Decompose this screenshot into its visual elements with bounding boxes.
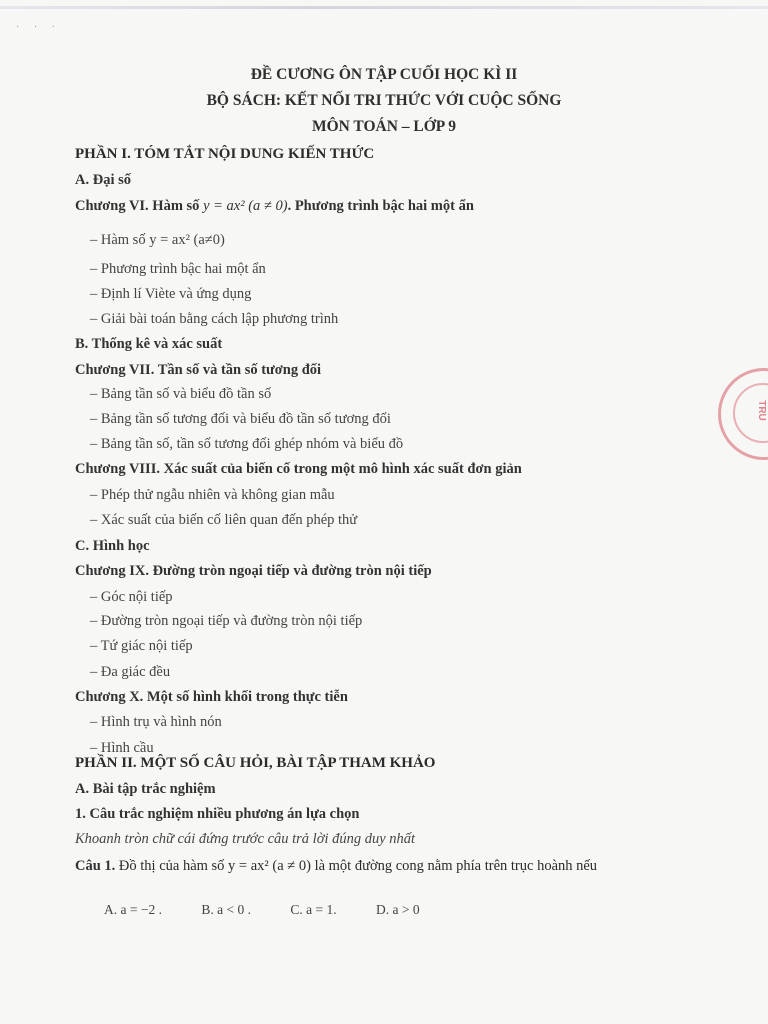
- list-item: – Tứ giác nội tiếp: [90, 638, 193, 654]
- chapter-10-title: Chương X. Một số hình khối trong thực tiễn: [75, 689, 348, 705]
- list-item: – Bảng tần số tương đối và biểu đồ tần số tương đối: [90, 411, 391, 427]
- chapter-7-title: Chương VII. Tần số và tần số tương đối: [75, 362, 322, 378]
- chapter-6-title: [75, 198, 474, 215]
- section-b-title: B. Thống kê và xác suất: [75, 336, 223, 352]
- doc-title-1: ĐỀ CƯƠNG ÔN TẬP CUỐI HỌC KÌ II: [250, 66, 518, 83]
- scan-dots: · · ·: [16, 22, 61, 33]
- question-1-text: Đồ thị của hàm số y = ax² (a ≠ 0) là một đường cong nằm phía trên trục hoành nếu: [118, 858, 598, 874]
- instruction-text: Khoanh tròn chữ cái đứng trước câu trả lời đúng duy nhất: [75, 831, 416, 847]
- chapter-8-title: Chương VIII. Xác suất của biến cố trong một mô hình xác suất đơn giản: [75, 461, 522, 477]
- list-item: – Giải bài toán bằng cách lập phương trình: [90, 311, 339, 327]
- section-c-title: C. Hình học: [75, 538, 150, 554]
- section-a2-title: A. Bài tập trắc nghiệm: [75, 781, 216, 797]
- list-item: – Phương trình bậc hai một ẩn: [90, 261, 266, 277]
- chapter-6-formula: y = ax² (a ≠ 0): [203, 198, 288, 214]
- list-item: – Đường tròn ngoại tiếp và đường tròn nội tiếp: [90, 613, 363, 629]
- list-item: – Hình trụ và hình nón: [90, 714, 222, 730]
- list-item: – Bảng tần số, tần số tương đối ghép nhóm và biểu đồ: [90, 436, 404, 452]
- list-item: – Hàm số y = ax² (a≠0): [90, 232, 225, 248]
- list-item: – Phép thử ngẫu nhiên và không gian mẫu: [90, 487, 335, 503]
- list-item: – Định lí Viète và ứng dụng: [90, 286, 252, 302]
- doc-title-2: BỘ SÁCH: KẾT NỐI TRI THỨC VỚI CUỘC SỐNG: [206, 92, 562, 109]
- option-c[interactable]: C. a = 1.: [290, 902, 337, 917]
- doc-title-3: MÔN TOÁN – LỚP 9: [311, 118, 457, 135]
- option-d[interactable]: D. a > 0: [375, 902, 420, 917]
- chapter-9-title: Chương IX. Đường tròn ngoại tiếp và đường tròn nội tiếp: [75, 563, 432, 579]
- list-item: – Hình cầu: [90, 740, 154, 756]
- list-item: – Xác suất của biến cố liên quan đến phép thử: [90, 512, 358, 528]
- option-a[interactable]: A. a = −2 .: [104, 902, 162, 917]
- list-item: – Đa giác đều: [90, 664, 171, 680]
- question-1-label: Câu 1.: [75, 858, 116, 874]
- section-a-title: A. Đại số: [75, 172, 131, 188]
- scan-edge: [0, 6, 768, 9]
- option-b[interactable]: B. a < 0 .: [201, 902, 251, 917]
- stamp-text: TRU: [755, 400, 767, 421]
- part2-heading: PHẦN II. MỘT SỐ CÂU HỎI, BÀI TẬP THAM KHẢO: [75, 755, 436, 771]
- chapter-6-suffix: . Phương trình bậc hai một ẩn: [287, 198, 474, 214]
- list-item: – Bảng tần số và biểu đồ tần số: [90, 386, 272, 402]
- part1-heading: PHẦN I. TÓM TẮT NỘI DUNG KIẾN THỨC: [75, 146, 375, 162]
- chapter-6-prefix: Chương VI. Hàm số: [75, 198, 200, 214]
- question-1-options: [104, 902, 456, 918]
- question-1: [75, 858, 597, 875]
- red-seal-stamp: [718, 368, 768, 460]
- subsection-1-title: 1. Câu trắc nghiệm nhiều phương án lựa chọn: [75, 806, 360, 822]
- list-item: – Góc nội tiếp: [90, 589, 173, 605]
